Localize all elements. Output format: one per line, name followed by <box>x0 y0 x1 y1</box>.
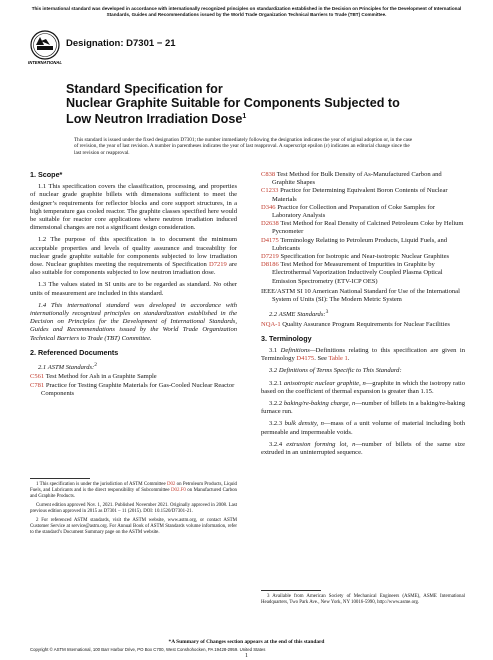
title-footnote-mark: 1 <box>242 113 247 120</box>
logo-wordmark: INTERNATIONAL <box>28 60 62 65</box>
footnote-rule-right <box>261 590 321 591</box>
right-column <box>261 171 465 461</box>
link-table-1[interactable]: Table 1 <box>328 355 348 363</box>
footnote-1: 1 This specification is under the jurisdiction of ASTM Committee D02 on Petroleum Products, Liquid Fuels, and Lubricants and is the direct responsibility of Subcommittee D02.F0 on Manufactured Carbon and Graphite Products. <box>30 482 237 499</box>
link-d02[interactable]: D02 <box>166 482 176 487</box>
ref-code-link[interactable]: C561 <box>30 373 45 381</box>
link-d7219[interactable]: D7219 <box>208 261 227 269</box>
para-1-4: 1.4 This international standard was developed in accordance with internationally recognized principles on standardization established in the Decision on Principles for the Development of International Standards, Guides and Recommendations issued by the World Trade Organization Technical Barriers to Trade (TBT) Committee. <box>30 301 237 342</box>
title-line-3: Low Neutron Irradiation Dose$^1$ <box>66 112 247 127</box>
link-d02-f0[interactable]: D02.F0 <box>171 488 186 493</box>
reference-c561: C561 Test Method for Ash in a Graphite Sample <box>30 373 157 381</box>
para-3-2-3: 3.2.3 bulk density, n—mass of a unit volume of material including both permeable and impermeable voids. <box>261 420 466 436</box>
title-line-2: Nuclear Graphite Suitable for Components Subjected to <box>66 96 400 110</box>
para-1-2: 1.2 The purpose of this specification is to document the minimum acceptable properties and levels of quality assurance and traceability for nuclear grade graphite suitable for components subjected to low irradiation dose. Nuclear graphites meeting the requirements of Specification D7219 are also suitable for components subjected to low neutron irradiation dose. <box>30 236 237 277</box>
left-column <box>30 171 237 398</box>
reference-d7219: D7219 Specification for Isotropic and Near-isotropic Nuclear Graphites <box>261 253 450 261</box>
ref-code-link[interactable]: D8186 <box>261 261 279 269</box>
ref-code-link[interactable]: C781 <box>30 381 45 389</box>
reference-ieee-si10: IEEE/ASTM SI 10 American National Standard for Use of the International System of Units (SI): The Modern Metric System <box>261 287 460 304</box>
asme-standards-subhead: 2.2 ASME Standards:$^3$ <box>269 309 329 319</box>
reference-d4175: D4175 Terminology Relating to Petroleum Products, Liquid Fuels, and Lubricants <box>261 236 447 252</box>
reference-d8186: D8186 Test Method for Measurement of Impurities in Graphite by Electrothermal Vaporization Inductively Coupled Plasma Optical Emission Spectrometry (ETV-ICP OES) <box>261 261 443 285</box>
ref-code-link[interactable]: D4175 <box>261 236 279 244</box>
para-3-2: 3.2 Definitions of Terms Specific to This Standard: <box>269 367 402 375</box>
reference-nqa-1: NQA-1 Quality Assurance Program Requirements for Nuclear Facilities <box>261 320 450 328</box>
left-footnotes <box>30 482 237 539</box>
astm-logo <box>28 29 62 77</box>
ref-code-link[interactable]: D2638 <box>261 220 279 228</box>
reference-c838: C838 Test Method for Bulk Density of As-Manufactured Carbon and Graphite Shapes <box>261 171 442 187</box>
ref-code-link[interactable]: D7219 <box>261 253 279 261</box>
right-footnotes <box>261 594 465 609</box>
para-1-3: 1.3 The values stated in SI units are to be regarded as standard. No other units of measurement are included in this standard. <box>30 281 237 297</box>
para-3-2-1: 3.2.1 anisotropic nuclear graphite, n—graphite in which the isotropy ratio based on the coefficient of thermal expansion is greater than 1.15. <box>261 379 465 395</box>
copyright-line: Copyright © ASTM International, 100 Barr Harbor Drive, PO Box C700, West Conshohocken, PA 19428-2959. United States <box>30 647 266 652</box>
para-3-1: 3.1 Definitions—Definitions relating to this specification are given in Terminology D4175. See Table 1. <box>261 347 465 363</box>
standard-issuance-note: This standard is issued under the fixed designation D7301; the number immediately following the designation indicates the year of original adoption or, in the case of revision, the year of last revision. A number in parentheses indicates the year of last reapproval. A superscript epsilon (ε) indicates an editorial change since the last revision or reapproval. <box>74 137 413 156</box>
title-line-1: Standard Specification for <box>66 82 223 96</box>
summary-of-changes-note: *A Summary of Changes section appears at the end of this standard <box>168 639 325 645</box>
para-1-1: 1.1 This specification covers the classification, processing, and properties of nuclear grade graphite billets with dimensions sufficient to meet the designer’s requirements for reflector blocks and core support structures, in a high temperature gas cooled reactor. The graphite classes specified here would be suitable for reactor core applications where neutron irradiation induced dimensional changes are not a significant design consideration. <box>30 183 237 232</box>
footnote-1-edition: Current edition approved Nov. 1, 2021. Published November 2021. Originally approved in 2008. Last previous edition approved in 2015 as D7301 – 11 (2015). DOI: 10.1520/D7301-21. <box>30 503 237 514</box>
para-3-2-4: 3.2.4 extrusion forming lot, n—number of billets of the same size extruded in an uninterrupted sequence. <box>261 440 465 457</box>
footnote-2: 2 For referenced ASTM standards, visit the ASTM website, www.astm.org, or contact ASTM Customer Service at service@astm.org. For Annual Book of ASTM Standards volume information, refer to the standard’s Document Summary page on the ASTM website. <box>30 518 237 535</box>
astm-standards-subhead: 2.1 ASTM Standards:$^2$ <box>38 362 97 372</box>
footnote-3: 3 Available from American Society of Mechanical Engineers (ASME), ASME International Headquarters, Two Park Ave., New York, NY 10016-5990, http://www.asme.org. <box>261 594 465 605</box>
ref-code-link[interactable]: C1233 <box>261 187 279 195</box>
ref-code-link[interactable]: D346 <box>261 203 276 211</box>
link-d4175[interactable]: D4175 <box>296 355 315 363</box>
terminology-heading: 3. Terminology <box>261 333 312 343</box>
document-title <box>66 82 466 126</box>
tbt-notice: This international standard was developed in accordance with internationally recognized principles on standardization established in the Decision on Principles for the Development of International Standards, Guides and Recommendations issued by the World Trade Organization Technical Barriers to Trade (TBT) Committee. <box>31 6 462 17</box>
ref-code-link[interactable]: NQA-1 <box>261 320 281 328</box>
page-number: 1 <box>245 653 248 659</box>
reference-d346: D346 Practice for Collection and Preparation of Coke Samples for Laboratory Analysis <box>261 203 436 220</box>
reference-c1233: C1233 Practice for Determining Equivalent Boron Contents of Nuclear Materials <box>261 187 448 203</box>
ref-code-link[interactable]: C838 <box>261 171 276 178</box>
designation-label: Designation: D7301 − 21 <box>66 38 176 49</box>
referenced-documents-heading: 2. Referenced Documents <box>30 347 119 357</box>
footnote-rule-left <box>30 478 90 479</box>
reference-d2638: D2638 Test Method for Real Density of Calcined Petroleum Coke by Helium Pycnometer <box>261 220 464 236</box>
scope-heading: 1. Scope* <box>30 170 63 179</box>
para-3-2-2: 3.2.2 baking/re-baking charge, n—number of billets in a baking/re-baking furnace run. <box>261 400 466 416</box>
reference-c781: C781 Practice for Testing Graphite Materials for Gas-Cooled Nuclear Reactor Components <box>30 381 235 397</box>
